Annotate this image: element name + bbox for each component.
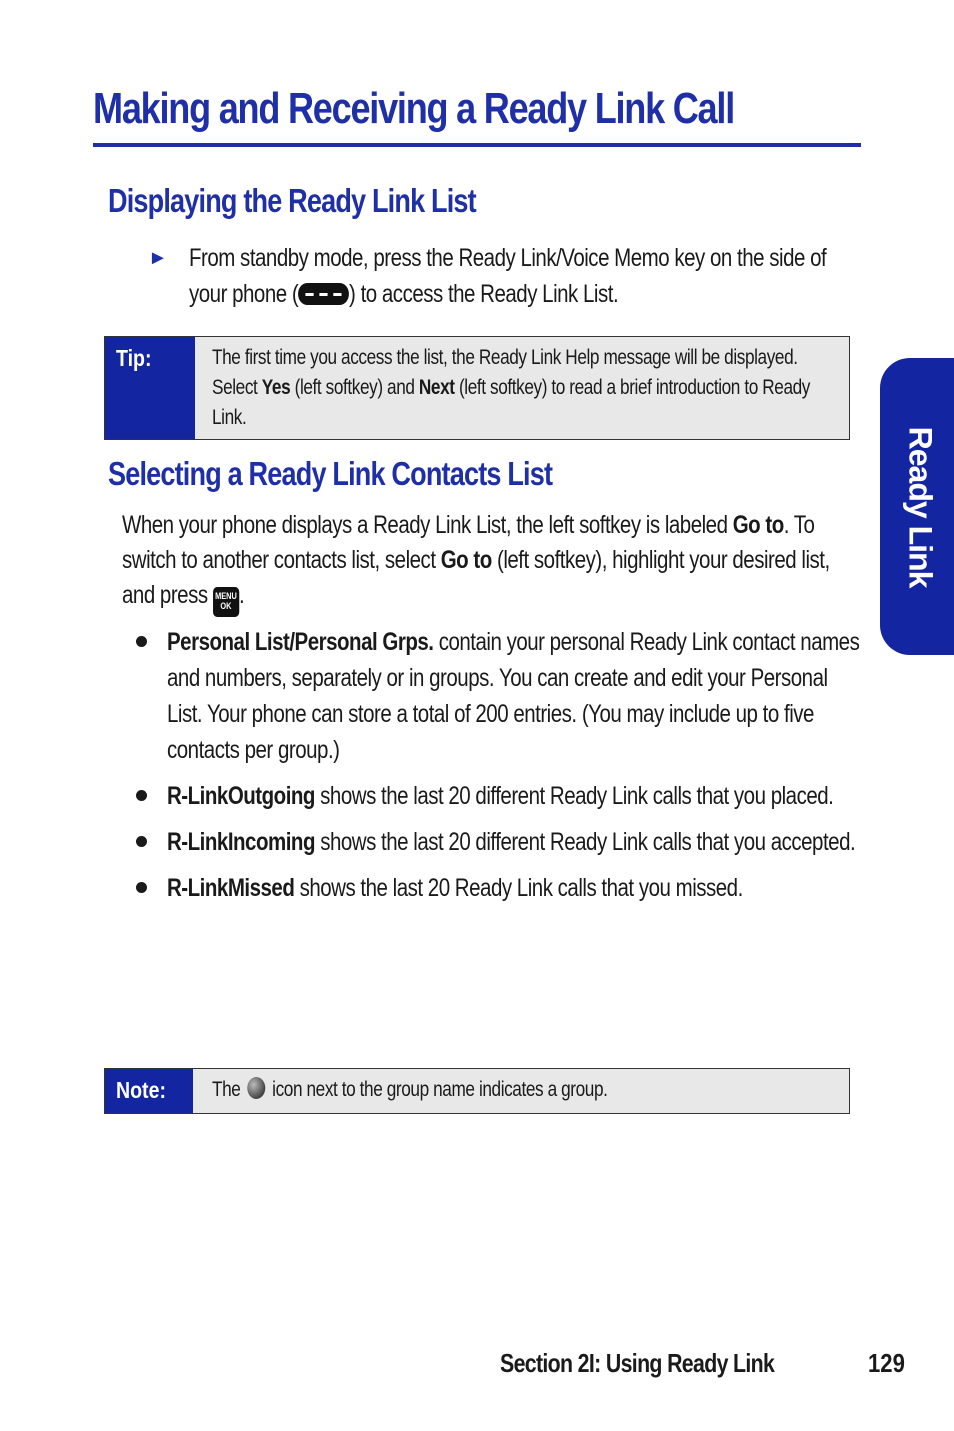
footer-section-text: Section 2I: Using Ready Link <box>500 1348 775 1378</box>
contacts-list-bullets <box>134 624 860 916</box>
bullet-text <box>167 778 864 814</box>
bullet-term: Personal List/Personal Grps. <box>167 628 434 656</box>
intro-text-3: (left softkey), highlight your desired list, and press <box>122 546 830 609</box>
menu-key-line2: OK <box>220 601 232 611</box>
group-icon <box>247 1077 265 1099</box>
bullet-desc: shows the last 20 different Ready Link calls that you placed. <box>314 782 834 810</box>
bullet-desc: contain your personal Ready Link contact names and numbers, separately or in groups. You can create and edit your Personal List. Your phone can store a total of 200 entries. (You may include up to five contacts per group.) <box>167 628 860 764</box>
tip-label-text: Tip: <box>116 345 152 371</box>
note-callout <box>104 1068 850 1114</box>
tip-text-1: The first time you access the list, the Ready Link Help message will be displayed. Select <box>212 346 798 399</box>
bullet-text <box>167 624 864 768</box>
bullet-text <box>167 870 864 906</box>
note-text <box>212 1075 827 1105</box>
bullet-dot-icon <box>136 836 147 847</box>
side-tab <box>880 358 954 655</box>
list-item <box>134 870 854 906</box>
tip-callout <box>104 336 850 440</box>
bullet-term: R-LinkOutgoing <box>167 782 315 810</box>
title-rule <box>93 143 861 147</box>
footer-section <box>500 1348 834 1379</box>
section-heading-displaying <box>108 182 557 220</box>
list-item <box>134 824 854 860</box>
note-label-text: Note: <box>116 1077 166 1103</box>
bullet-dot-icon <box>136 882 147 893</box>
intro-text-4: . <box>239 581 245 609</box>
bullet-term: R-LinkIncoming <box>167 828 315 856</box>
step-text-after: ) to access the Ready Link List. <box>349 280 619 308</box>
menu-ok-key-icon <box>213 587 239 617</box>
note-text-before: The <box>212 1078 245 1101</box>
bullet-desc: shows the last 20 different Ready Link calls that you accepted. <box>314 828 856 856</box>
tip-text <box>212 343 827 433</box>
bullet-dot-icon <box>136 636 147 647</box>
bullet-term: R-LinkMissed <box>167 874 295 902</box>
bullet-dot-icon <box>136 790 147 801</box>
tip-next: Next <box>418 376 455 399</box>
right-triangle-icon: ► <box>148 247 168 269</box>
page-title-text: Making and Receiving a Ready Link Call <box>93 84 734 133</box>
side-key-icon <box>298 283 349 305</box>
intro-text-2: . To switch to another contacts list, select <box>122 511 815 574</box>
side-tab-label: Ready Link <box>902 426 939 587</box>
page-title <box>93 84 875 134</box>
selecting-intro-inner <box>122 508 860 617</box>
note-text-after: icon next to the group name indicates a group. <box>267 1078 608 1101</box>
selecting-intro <box>122 508 862 617</box>
section-heading-selecting <box>108 455 650 493</box>
list-item <box>134 778 854 814</box>
bullet-text <box>167 824 864 860</box>
tip-text-3: (left softkey) to read a brief introduction to Ready Link. <box>212 376 810 429</box>
tip-label <box>105 337 195 439</box>
intro-goto-1: Go to <box>732 511 784 539</box>
bullet-desc: shows the last 20 Ready Link calls that you missed. <box>294 874 743 902</box>
intro-text-1: When your phone displays a Ready Link List, the left softkey is labeled <box>122 511 733 539</box>
menu-key-line1: MENU <box>215 591 237 601</box>
intro-goto-2: Go to <box>440 546 492 574</box>
note-label <box>105 1069 193 1113</box>
list-item <box>134 624 860 768</box>
section-heading-displaying-text: Displaying the Ready Link List <box>108 182 476 219</box>
step-text-before: From standby mode, press the Ready Link/Voice Memo key on the side of your phone ( <box>189 244 827 308</box>
tip-yes: Yes <box>261 376 291 399</box>
footer-page-number-text: 129 <box>868 1348 905 1378</box>
tip-text-2: (left softkey) and <box>290 376 419 399</box>
footer-page-number <box>868 1348 911 1379</box>
section-heading-selecting-text: Selecting a Ready Link Contacts List <box>108 455 553 492</box>
step-text <box>189 240 861 312</box>
